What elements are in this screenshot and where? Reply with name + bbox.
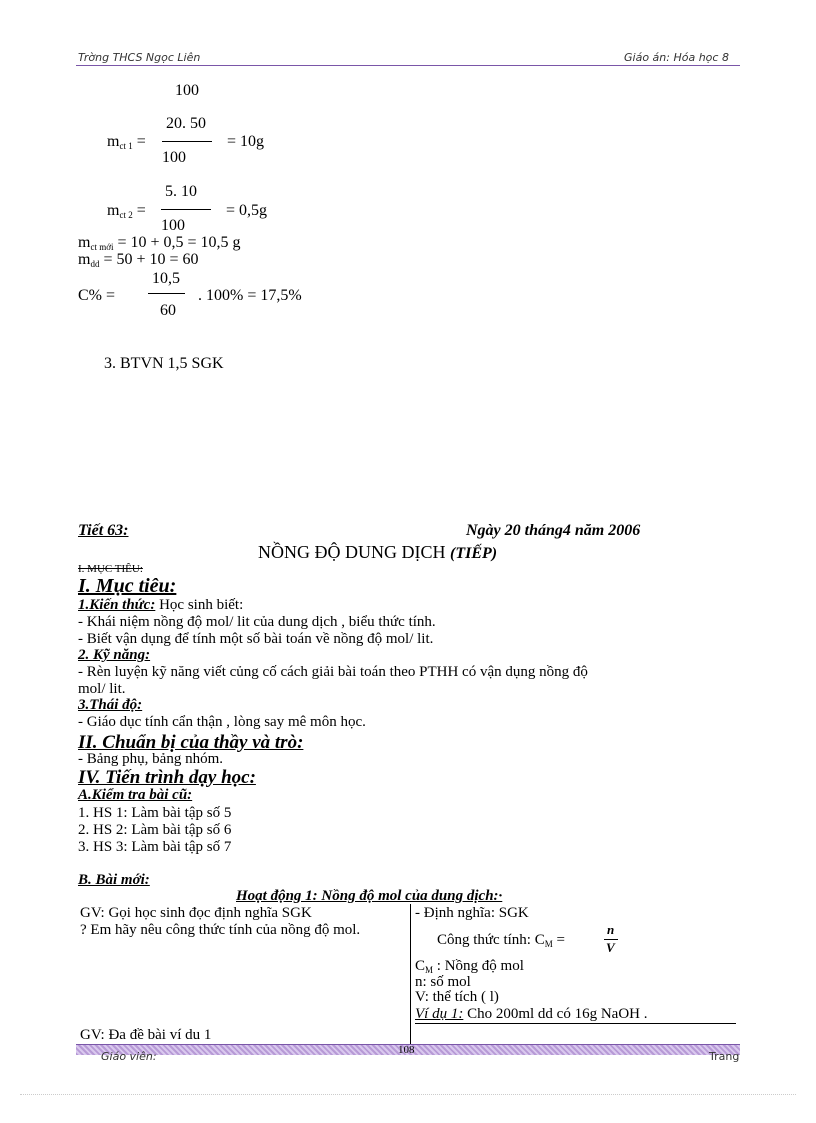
heading-preparation: II. Chuẩn bị của thầy và trò:: [78, 732, 304, 753]
homework-item: 3. BTVN 1,5 SGK: [104, 355, 224, 372]
preparation-item-1: - Bảng phụ, bảng nhóm.: [78, 751, 223, 767]
m1-label: $m_{ct 1}$ =: [107, 133, 146, 151]
footer-page-number: 108: [398, 1044, 415, 1056]
knowledge-item-2: - Biết vận dụng để tính một số bài toán về nồng độ mol/ lit.: [78, 631, 434, 647]
cm-definition: $C_M$ : Nồng độ mol: [415, 958, 524, 975]
m2-denominator: 100: [161, 217, 185, 234]
attitude-heading: 3.Thái độ:: [78, 697, 143, 713]
m2-result: = 0,5g: [226, 202, 268, 219]
teacher-question: ? Em hãy nêu công thức tính của nồng độ mol.: [80, 922, 361, 938]
definition-line: - Định nghĩa: SGK: [415, 905, 529, 921]
v-definition: V: thể tích ( l): [415, 989, 499, 1005]
attitude-item-1: - Giáo dục tính cẩn thận , lòng say mê môn học.: [78, 714, 366, 730]
concentration-label: C% =: [78, 287, 116, 304]
activity-table: [76, 904, 740, 1044]
m2-fraction-bar: [161, 209, 211, 210]
teacher-instruction-2: GV: Đa đề bài ví du 1: [80, 1027, 212, 1043]
m2-numerator: 5. 10: [165, 183, 197, 200]
top-denominator: 100: [175, 82, 199, 99]
formula-line: Công thức tính: $C_M$ = n V: [437, 922, 736, 958]
mct-moi-line: $m_{ct mới} = 10 + 0,5 = 10,5$ g: [78, 234, 241, 252]
m1-numerator: 20. 50: [166, 115, 206, 132]
lesson-date: Ngày 20 tháng4 năm 2006: [466, 522, 641, 539]
skills-item-1: - Rèn luyện kỹ năng viết củng cố cách giải bài toán theo PTHH có vận dụng nồng độ: [78, 664, 588, 680]
page-bottom-dotted-line: [20, 1094, 796, 1095]
n-definition: n: số mol: [415, 974, 471, 990]
struck-heading: I. MỤC TIÊU:: [78, 563, 143, 575]
footer-teacher: Giáo viên:: [101, 1050, 157, 1063]
knowledge-item-1: - Khái niệm nồng độ mol/ lit của dung dịch , biểu thức tính.: [78, 614, 436, 630]
lesson-title: NỒNG ĐỘ DUNG DỊCH (TIẾP): [258, 542, 498, 562]
concentration-result: . 100% = 17,5%: [198, 287, 302, 304]
content-column: [411, 904, 741, 1044]
header-subject: Giáo án: Hóa học 8: [624, 51, 729, 64]
old-lesson-item-2: 2. HS 2: Làm bài tập số 6: [78, 822, 232, 838]
header-rule: [76, 65, 740, 66]
new-lesson-heading: B. Bài mới:: [78, 872, 150, 888]
m2-label: $m_{ct 2}$ =: [107, 202, 146, 220]
teacher-column: [76, 904, 411, 1044]
activity-title: Hoạt động 1: Nồng độ mol của dung dịch:·: [236, 888, 503, 904]
mdd-line: $m_{dd} = 50 + 10 = 60$: [78, 251, 199, 269]
footer-trang: Trang: [709, 1050, 740, 1063]
skills-heading: 2. Kỹ năng:: [78, 647, 151, 663]
concentration-denominator: 60: [160, 302, 176, 319]
formula-numerator: n: [607, 922, 615, 937]
header-school: Trờng THCS Ngọc Liên: [78, 51, 201, 64]
skills-item-1-cont: mol/ lit.: [78, 681, 126, 697]
m1-fraction-bar: [162, 141, 212, 142]
teacher-instruction-1: GV: Gọi học sinh đọc định nghĩa SGK: [80, 905, 312, 921]
concentration-fraction-bar: [148, 293, 185, 294]
old-lesson-item-1: 1. HS 1: Làm bài tập số 5: [78, 805, 232, 821]
heading-procedure: IV. Tiến trình dạy học:: [78, 767, 256, 788]
formula-denominator: V: [606, 940, 615, 955]
m1-result: = 10g: [227, 133, 265, 150]
old-lesson-item-3: 3. HS 3: Làm bài tập số 7: [78, 839, 232, 855]
m1-denominator: 100: [162, 149, 186, 166]
old-lesson-heading: A.Kiểm tra bài cũ:: [78, 787, 193, 803]
knowledge-line: 1.Kiến thức: Học sinh biết:: [78, 597, 244, 613]
heading-objectives: I. Mục tiêu:: [78, 575, 177, 597]
example-1: Ví dụ 1: Cho 200ml dd có 16g NaOH .: [415, 1006, 736, 1024]
concentration-numerator: 10,5: [152, 270, 180, 287]
period-number: Tiết 63:: [78, 522, 129, 539]
